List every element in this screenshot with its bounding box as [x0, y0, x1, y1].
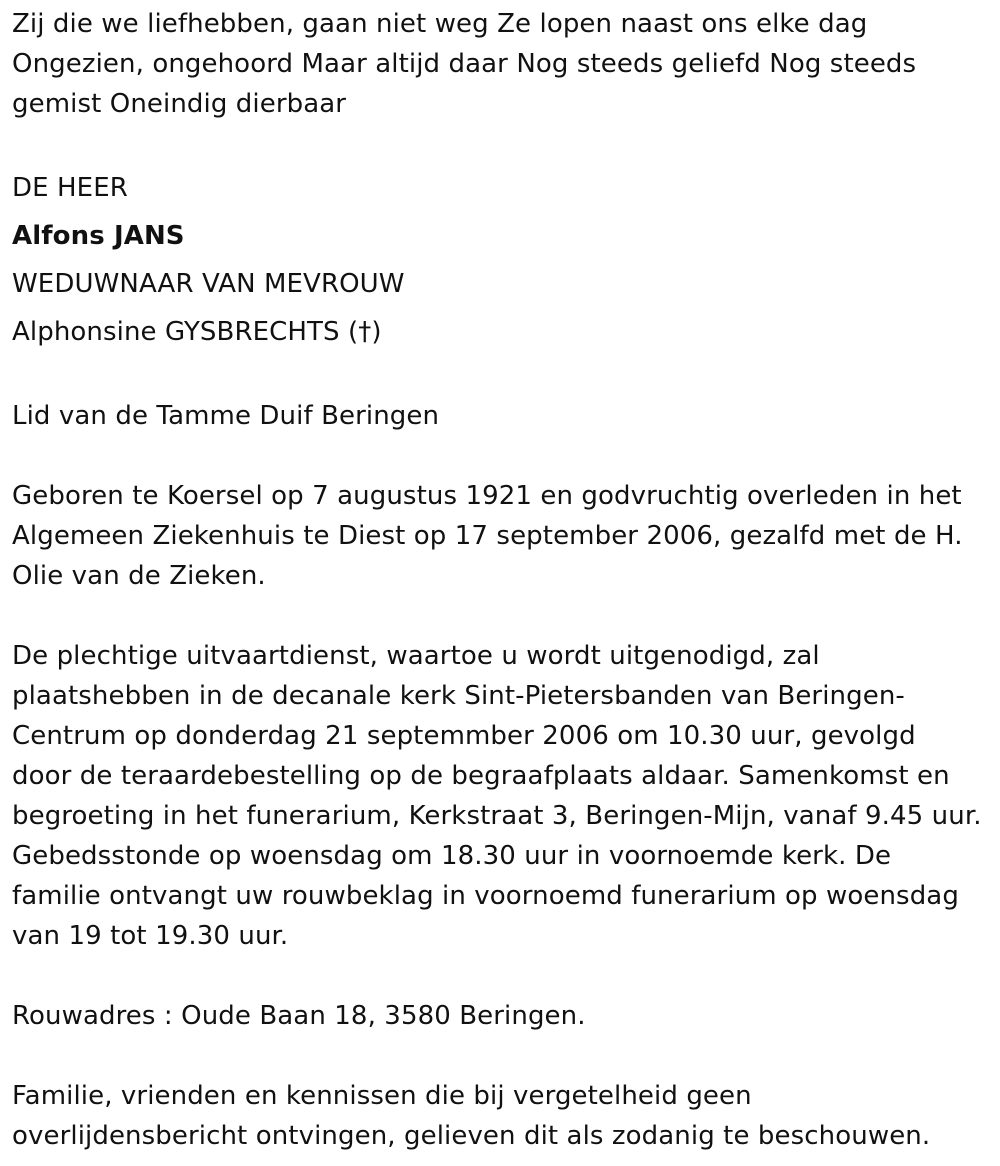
spacer	[12, 436, 982, 476]
spacer	[12, 1036, 982, 1076]
funeral-details-text: De plechtige uitvaartdienst, waartoe u wordt uitgenodigd, zal plaatshebben in de decanale kerk Sint-Pietersbanden van Beringen-Centrum op donderdag 21 septemmber 2006 om 10.30 uur, gevolgd door de teraardebestelling op de begraafplaats aldaar. Samenkomst en begroeting in het funerarium, Kerkstraat 3, Beringen-Mijn, vanaf 9.45 uur. Gebedsstonde op woensdag om 18.30 uur in voornoemde kerk. De familie ontvangt uw rouwbeklag in voornoemd funerarium op woensdag van 19 tot 19.30 uur.	[12, 641, 982, 951]
poem-text: Zij die we liefhebben, gaan niet weg Ze lopen naast ons elke dag Ongezien, ongehoord Maar altijd daar Nog steeds geliefd Nog steeds gemist Oneindig dierbaar	[12, 9, 917, 119]
spacer	[12, 124, 982, 164]
birth-death-text: Geboren te Koersel op 7 augustus 1921 en godvruchtig overleden in het Algemeen Ziekenhuis te Diest op 17 september 2006, gezalfd met de H. Olie van de Zieken.	[12, 481, 963, 591]
mourning-address: Rouwadres : Oude Baan 18, 3580 Beringen.	[12, 1001, 586, 1031]
deceased-name: Alfons JANS	[12, 221, 185, 251]
membership-text: Lid van de Tamme Duif Beringen	[12, 401, 440, 431]
spacer	[12, 956, 982, 996]
spacer	[12, 596, 982, 636]
widower-of-label: WEDUWNAAR VAN MEVROUW	[12, 269, 405, 299]
spacer	[12, 356, 982, 396]
honorific-title: DE HEER	[12, 173, 128, 203]
spouse-name: Alphonsine GYSBRECHTS (†)	[12, 317, 382, 347]
closing-text: Familie, vrienden en kennissen die bij vergetelheid geen overlijdensbericht ontvingen, gelieven dit als zodanig te beschouwen.	[12, 1081, 931, 1151]
